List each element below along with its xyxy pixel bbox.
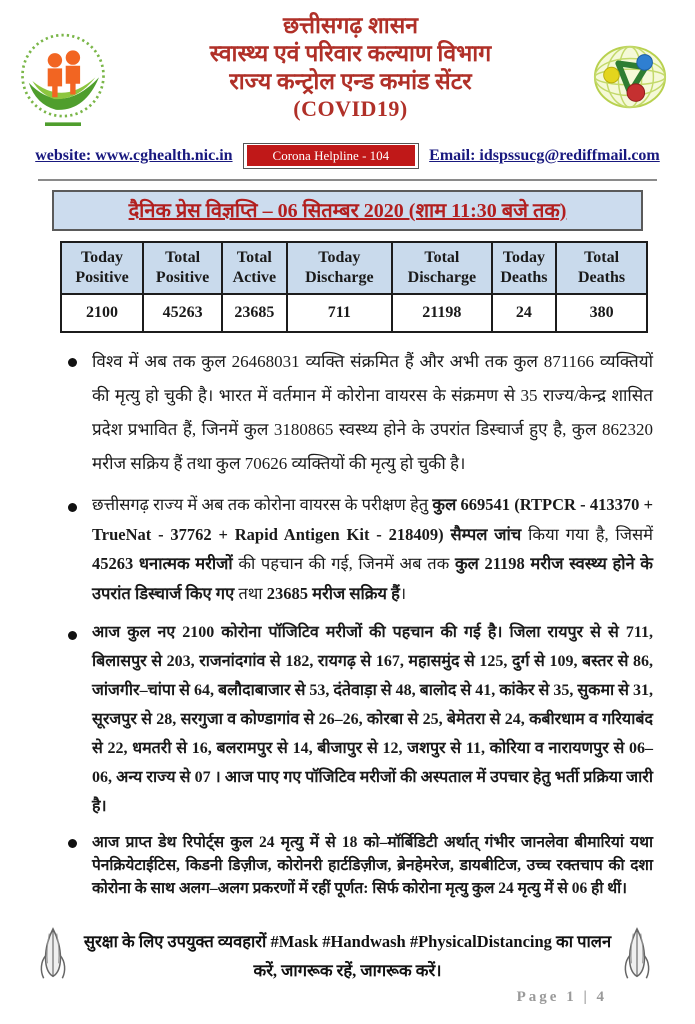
stats-value-cell: 711: [287, 294, 392, 332]
bullet-item: [64, 490, 653, 609]
separator-line: [38, 179, 657, 181]
stats-value-cell: 23685: [222, 294, 286, 332]
bullet-list: [64, 345, 653, 900]
stats-header-cell: Today Discharge: [287, 242, 392, 294]
bullet-item: [64, 345, 653, 481]
stats-header-cell: Today Positive: [61, 242, 143, 294]
stats-value-cell: 380: [556, 294, 647, 332]
stats-header-cell: Total Deaths: [556, 242, 647, 294]
gov-title: छत्तीसगढ़ शासन: [282, 13, 419, 38]
bullet-item: [64, 831, 653, 901]
contact-row: [30, 143, 665, 169]
praying-hands-icon: [34, 926, 78, 987]
header-titles: [110, 8, 591, 123]
stats-header-cell: Total Positive: [143, 242, 222, 294]
press-release-title: दैनिक प्रेस विज्ञप्ति – 06 सितम्बर 2020 (शाम 11:30 बजे तक): [128, 200, 567, 222]
nhm-family-leaf-logo-icon: [18, 8, 110, 137]
dept-title: स्वास्थ्य एवं परिवार कल्याण विभाग: [209, 41, 492, 67]
header: [0, 0, 695, 137]
press-release-title-bar: [52, 190, 643, 231]
stats-header-cell: Total Discharge: [392, 242, 492, 294]
website-link[interactable]: website: www.cghealth.nic.in: [35, 147, 233, 164]
bullet-text-segment: छत्तीसगढ़ राज्य में अब तक कोरोना वायरस के परीक्षण हेतु: [92, 495, 433, 514]
praying-hands-icon: [618, 926, 662, 987]
bullet-text-segment: कुल 21198 मरीज स्वस्थ्य होने के उपरांत डिस्चार्ज किए गए: [92, 554, 653, 604]
stats-header-cell: Total Active: [222, 242, 286, 294]
helpline-box: [243, 143, 420, 169]
bullet-text-segment: 23685 मरीज सक्रिय हैं: [266, 584, 400, 604]
covid-title: (COVID19): [293, 96, 408, 122]
stats-value-cell: 21198: [392, 294, 492, 332]
idsp-globe-logo-icon: [591, 8, 677, 121]
bullet-text-segment: आज प्राप्त डेथ रिपोर्ट्स कुल 24 मृत्यु में से 18 को–मॉर्बिडिटी अर्थात् गंभीर जानलेवा बीमारियां यथा पेनक्रियेटाईटिस, किडनी डिज़ीज, कोरोनरी हार्टडिज़ीज, ब्रेनहेमरेज, डायबीटिज, उच्च रक्तचाप की दशा कोरोना के साथ अलग–अलग प्रकरणों में रहीं पूर्णत: सिर्फ कोरोना मृत्यु कुल 24 मृत्यु में से 06 ही थीं।: [92, 833, 653, 898]
bullet-text-segment: आज कुल नए 2100 कोरोना पॉजिटिव मरीजों की पहचान की गई है। जिला रायपुर से से 711, बिलासपुर से 203, राजनांदगांव से 182, रायगढ़ से 167, महासमुंद से 125, दुर्ग से 109, बस्तर से 86, जांजगीर–चांपा से 64, बलौदाबाजार से 53, दंतेवाड़ा से 48, बालोद से 41, कांकेर से 35, सुकमा से 31, सूरजपुर से 28, सरगुजा व कोण्डागांव से 26–26, कोरबा से 25, बेमेतरा से 24, कबीरधाम व गरियाबंद से 22, धमतरी से 16, बलरामपुर से 14, बीजापुर से 12, जशपुर से 11, कोरिया व नारायणपुर से 06–06, अन्य राज्य से 07 । आज पाए गए पॉजिटिव मरीजों की अस्पताल में उपचार हेतु भर्ती प्रक्रिया जारी है।: [92, 623, 653, 816]
email-link[interactable]: Email: idspssucg@rediffmail.com: [429, 147, 660, 164]
center-title: राज्य कन्ट्रोल एन्ड कमांड सेंटर: [229, 69, 472, 95]
stats-value-cell: 2100: [61, 294, 143, 332]
footer: [0, 926, 695, 1006]
covid-stats-table: [60, 241, 648, 333]
bullet-text-segment: किया गया है, जिसमें: [528, 524, 653, 544]
page-number: Page 1 | 4: [516, 989, 607, 1005]
bullet-text-segment: विश्व में अब तक कुल 26468031 व्यक्ति संक्रमित हैं और अभी तक कुल 871166 व्यक्तियों की मृत्यु हो चुकी है। भारत में वर्तमान में कोरोना वायरस के संक्रमण से 35 राज्य/केन्द्र शासित प्रदेश प्रभावित हैं, जिनमें कुल 3180865 स्वस्थ्य होने के उपरांत डिस्चार्ज हुए है, कुल 862320 मरीज सक्रिय हैं तथा कुल 70626 व्यक्तियों की मृत्यु हो चुकी है।: [92, 352, 653, 473]
bullet-text-segment: ।: [399, 584, 407, 604]
stats-value-cell: 24: [492, 294, 556, 332]
safety-message-line2: करें, जागरूक रहें, जागरूक करें।: [253, 960, 442, 980]
safety-message-line1: सुरक्षा के लिए उपयुक्त व्यवहारों #Mask #Handwash #PhysicalDistancing का पालन: [83, 931, 612, 951]
stats-value-cell: 45263: [143, 294, 222, 332]
safety-message: [78, 928, 618, 986]
bullet-text-segment: की पहचान की गई, जिनमें अब तक: [238, 554, 455, 574]
stats-header-cell: Today Deaths: [492, 242, 556, 294]
bullet-text-segment: कुल 669541 (RTPCR - 413370 + TrueNat - 37762 + Rapid Antigen Kit - 218409) सैम्पल जांच: [92, 495, 653, 544]
stats-value-row: [61, 294, 647, 332]
bullet-item: [64, 618, 653, 822]
helpline-label: Corona Helpline - 104: [247, 145, 416, 166]
bullet-text-segment: तथा: [238, 584, 267, 604]
bullet-text-segment: 45263 धनात्मक मरीजों: [92, 554, 239, 574]
stats-header-row: [61, 242, 647, 294]
